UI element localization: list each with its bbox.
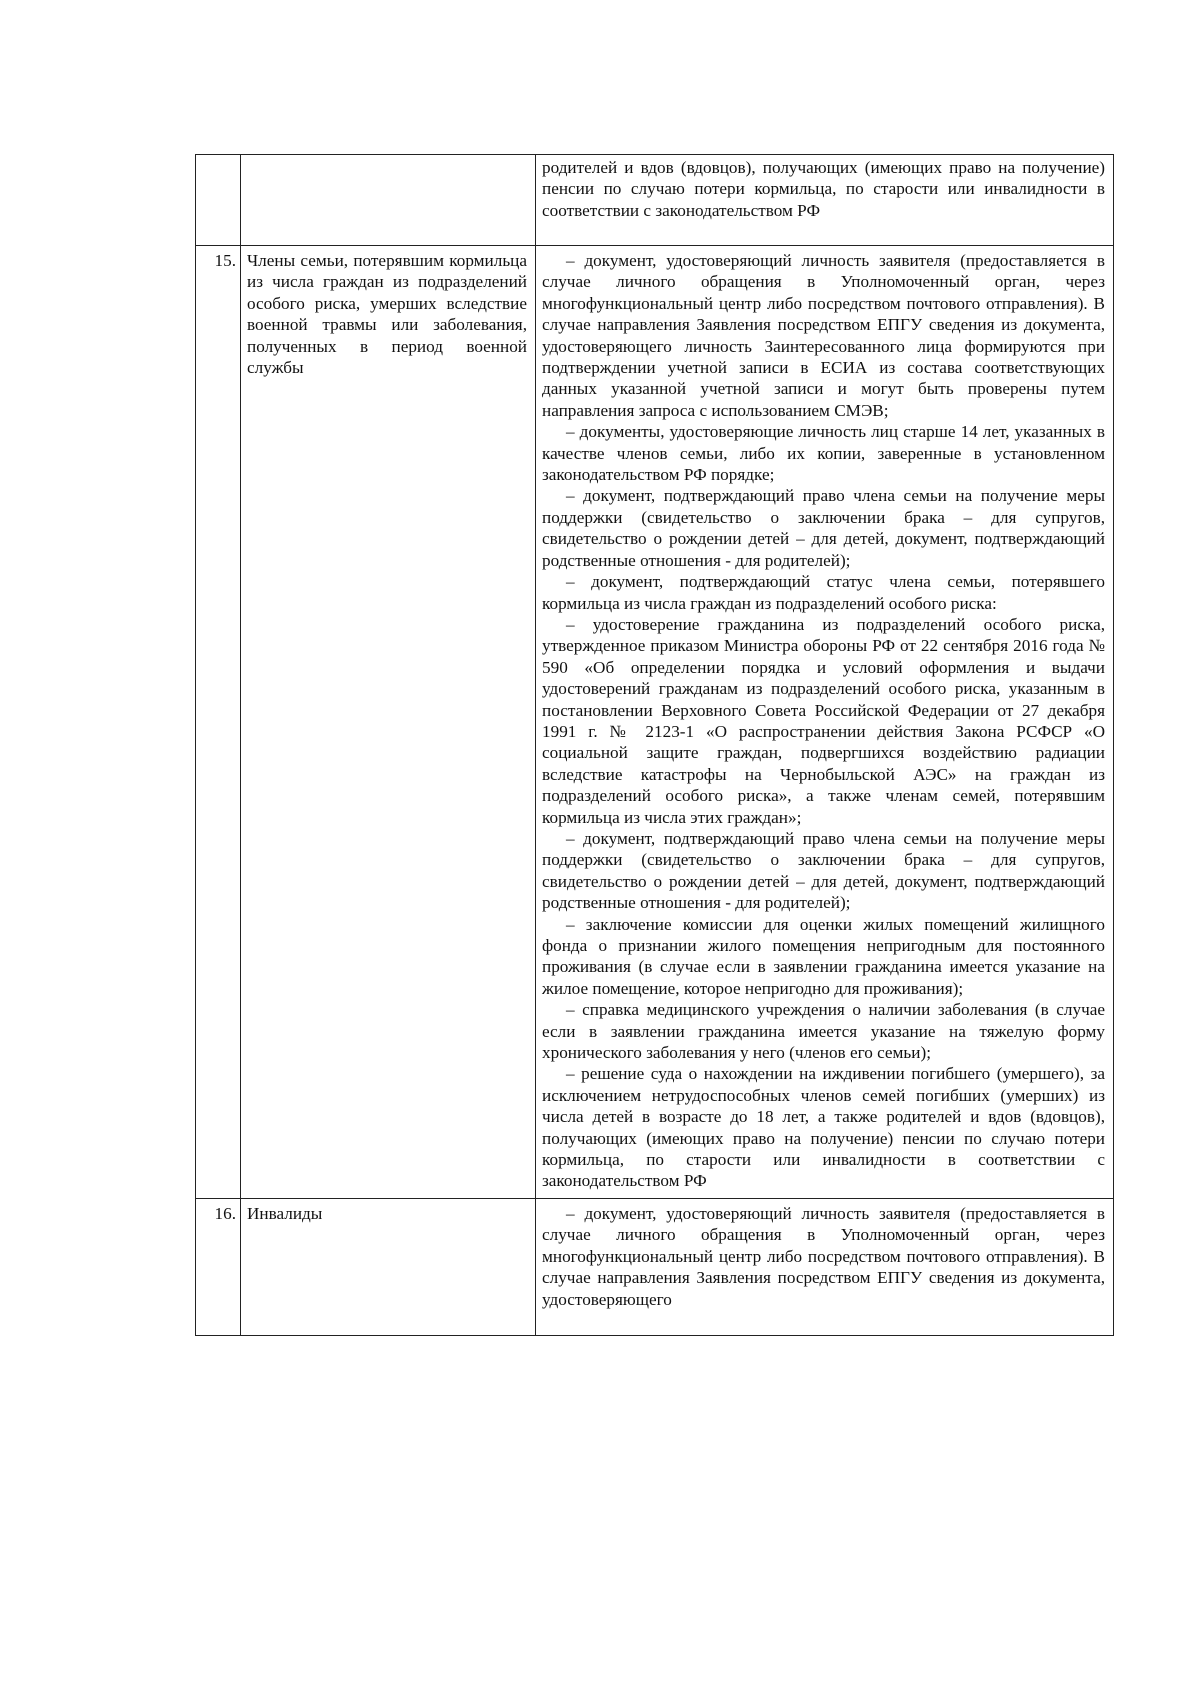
document-item: – заключение комиссии для оценки жилых помещений жилищного фонда о признании жилого помещения непригодным для постоянного проживания (в случае если в заявлении гражданина имеется указание на жилое помещение, которое непригодно для проживания); (542, 914, 1105, 998)
document-table (195, 154, 1114, 1336)
row-number-cell: 15. (196, 246, 241, 1199)
document-item: родителей и вдов (вдовцов), получающих (имеющих право на получение) пенсии по случаю потери кормильца, по старости или инвалидности в соответствии с законодательством РФ (542, 158, 1105, 220)
document-item: – документ, удостоверяющий личность заявителя (предоставляется в случае личного обращения в Уполномоченный орган, через многофункциональный центр либо посредством почтового отправления). В случае направления Заявления посредством ЕПГУ сведения из документа, удостоверяющего личность Заинтересованного лица формируются при подтверждении учетной записи в ЕСИА из состава соответствующих данных указанной учетной записи и могут быть проверены путем направления запроса с использованием СМЭВ; (542, 251, 1105, 420)
document-item: – справка медицинского учреждения о наличии заболевания (в случае если в заявлении гражданина имеется указание на тяжелую форму хронического заболевания у него (членов его семьи); (542, 1000, 1105, 1063)
documents-cell (536, 155, 1114, 246)
category-cell (241, 155, 536, 246)
category-cell: Инвалиды (241, 1198, 536, 1335)
category-cell: Члены семьи, потерявшим кормильца из числа граждан из подразделений особого риска, умерших вследствие военной травмы или заболевания, полученных в период военной службы (241, 246, 536, 1199)
table-row-15 (196, 246, 1114, 1199)
document-item: – документ, подтверждающий право члена семьи на получение меры поддержки (свидетельство о заключении брака – для супругов, свидетельство о рождении детей – для детей, документ, подтверждающий родственные отношения - для родителей); (542, 828, 1105, 913)
documents-cell (536, 1198, 1114, 1335)
document-item: – документ, подтверждающий право члена семьи на получение меры поддержки (свидетельство о заключении брака – для супругов, свидетельство о рождении детей – для детей, документ, подтверждающий родственные отношения - для родителей); (542, 486, 1105, 570)
document-item: – удостоверение гражданина из подразделений особого риска, утвержденное приказом Министра обороны РФ от 22 сентября 2016 года № 590 «Об определении порядка и условий оформления и выдачи удостоверений гражданам из подразделений особого риска, указанным в постановлении Верховного Совета Российской Федерации от 27 декабря 1991 г. № 2123-1 «О распространении действия Закона РСФСР «О социальной защите граждан, подвергшихся воздействию радиации вследствие катастрофы на Чернобыльской АЭС» на граждан из подразделений особого риска», а также членам семей, потерявшим кормильца из числа этих граждан»; (542, 614, 1105, 827)
document-item: – документ, удостоверяющий личность заявителя (предоставляется в случае личного обращения в Уполномоченный орган, через многофункциональный центр либо посредством почтового отправления). В случае направления Заявления посредством ЕПГУ сведения из документа, удостоверяющего (542, 1203, 1105, 1309)
document-item: – документы, удостоверяющие личность лиц старше 14 лет, указанных в качестве членов семьи, либо их копии, заверенные в установленном законодательством РФ порядке; (542, 422, 1105, 485)
documents-cell (536, 246, 1114, 1199)
row-number-cell (196, 155, 241, 246)
document-item: – решение суда о нахождении на иждивении погибшего (умершего), за исключением нетрудоспособных членов семей погибших (умерших) из числа детей в возрасте до 18 лет, а также родителей и вдов (вдовцов), получающих (имеющих право на получение) пенсии по случаю потери кормильца, по старости или инвалидности в соответствии с законодательством РФ (542, 1064, 1105, 1191)
row-number-cell: 16. (196, 1198, 241, 1335)
document-item: – документ, подтверждающий статус члена семьи, потерявшего кормильца из числа граждан из подразделений особого риска: (542, 572, 1105, 613)
table-row-16 (196, 1198, 1114, 1335)
table-row-continuation (196, 155, 1114, 246)
